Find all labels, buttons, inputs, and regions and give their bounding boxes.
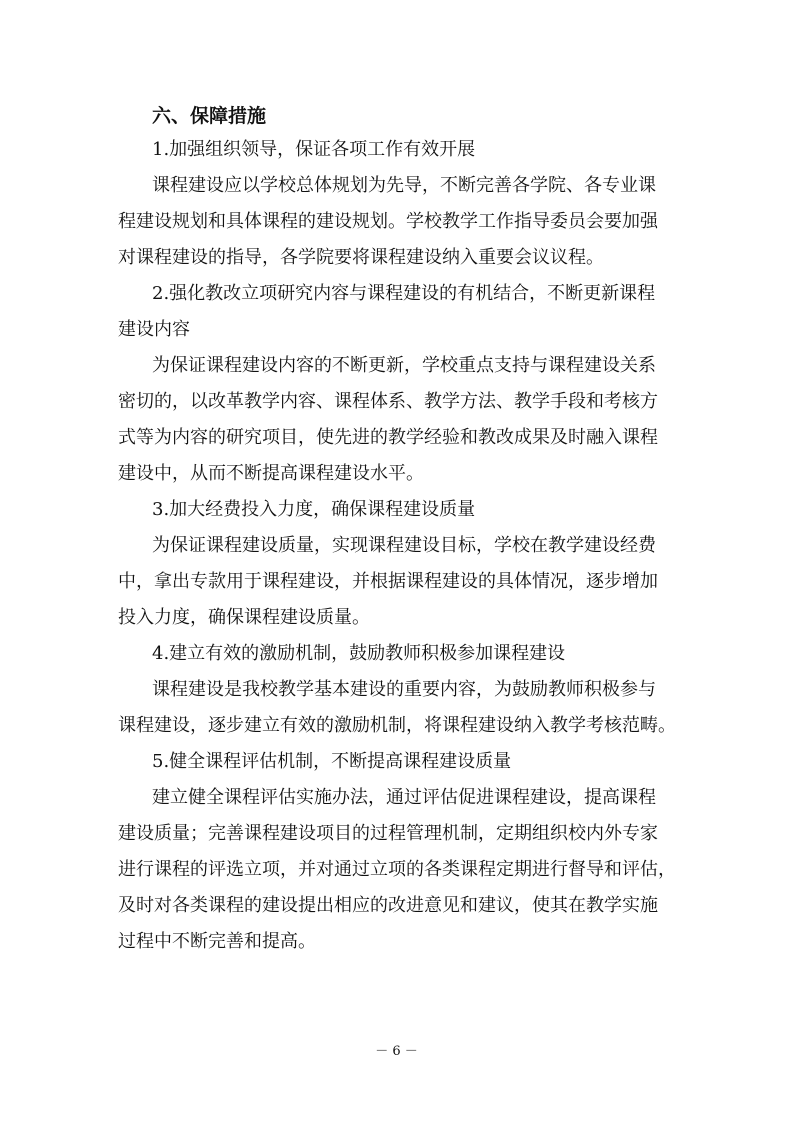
paragraph-line: 过程中不断完善和提高。 [118, 931, 316, 952]
section-heading: 六、保障措施 [152, 105, 267, 127]
paragraph-line: 建设中，从而不断提高课程建设水平。 [118, 463, 424, 484]
paragraph-line: 投入力度，确保课程建设质量。 [118, 607, 370, 628]
paragraph-line: 对课程建设的指导，各学院要将课程建设纳入重要会议议程。 [118, 247, 604, 268]
paragraph-line: 式等为内容的研究项目，使先进的教学经验和教改成果及时融入课程 [118, 427, 658, 448]
paragraph-line: 为保证课程建设内容的不断更新，学校重点支持与课程建设关系 [152, 355, 656, 376]
subheading-3: 3.加大经费投入力度，确保课程建设质量 [152, 499, 476, 520]
paragraph-line: 课程建设，逐步建立有效的激励机制，将课程建设纳入教学考核范畴。 [118, 715, 676, 736]
page-number: － 6 － [375, 1044, 418, 1059]
paragraph-line: 密切的，以改革教学内容、课程体系、教学方法、教学手段和考核方 [118, 391, 658, 412]
paragraph-line: 进行课程的评选立项，并对通过立项的各类课程定期进行督导和评估， [118, 859, 676, 880]
subheading-4: 4.建立有效的激励机制，鼓励教师积极参加课程建设 [152, 643, 566, 664]
paragraph-line: 课程建设是我校教学基本建设的重要内容，为鼓励教师积极参与 [152, 679, 656, 700]
paragraph-line: 中，拿出专款用于课程建设，并根据课程建设的具体情况，逐步增加 [118, 571, 658, 592]
paragraph-line: 建设质量；完善课程建设项目的过程管理机制，定期组织校内外专家 [118, 823, 658, 844]
subheading-2-cont: 建设内容 [118, 319, 190, 340]
subheading-2: 2.强化教改立项研究内容与课程建设的有机结合，不断更新课程 [152, 283, 656, 304]
paragraph-line: 及时对各类课程的建设提出相应的改进意见和建议，使其在教学实施 [118, 895, 658, 916]
subheading-5: 5.健全课程评估机制，不断提高课程建设质量 [152, 751, 512, 772]
paragraph-line: 课程建设应以学校总体规划为先导，不断完善各学院、各专业课 [152, 175, 656, 196]
subheading-1: 1.加强组织领导，保证各项工作有效开展 [152, 139, 476, 160]
paragraph-line: 为保证课程建设质量，实现课程建设目标，学校在教学建设经费 [152, 535, 656, 556]
paragraph-line: 建立健全课程评估实施办法，通过评估促进课程建设，提高课程 [152, 787, 656, 808]
paragraph-line: 程建设规划和具体课程的建设规划。学校教学工作指导委员会要加强 [118, 211, 658, 232]
